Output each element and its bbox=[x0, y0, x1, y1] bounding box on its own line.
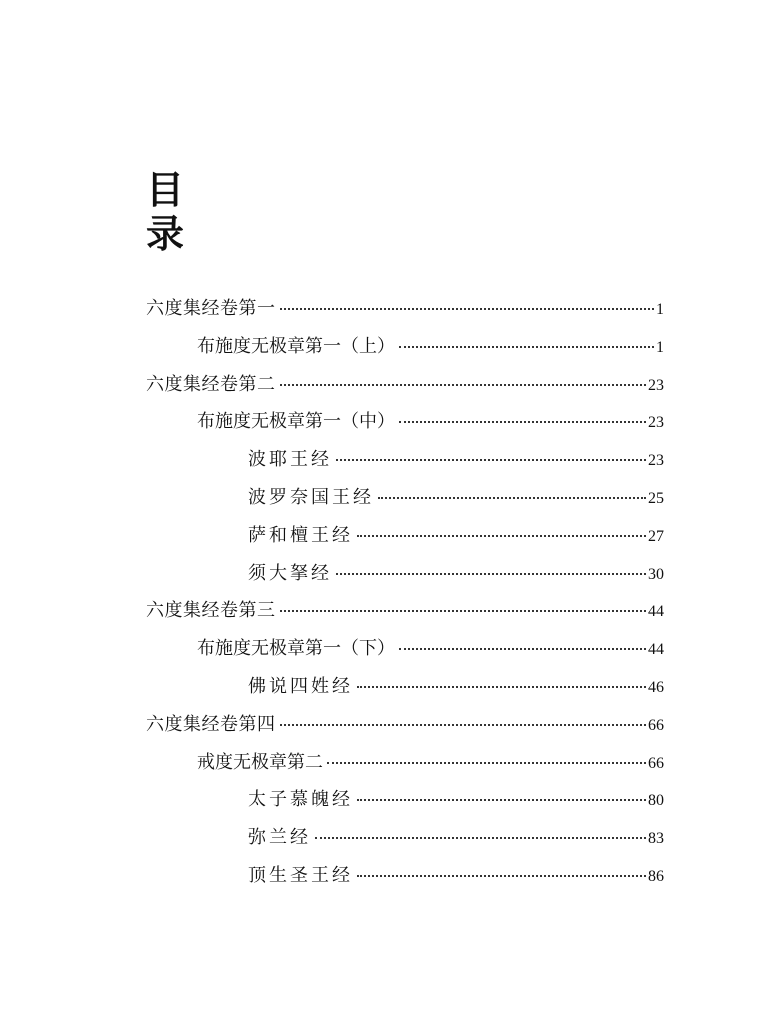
toc-entry[interactable] bbox=[197, 332, 664, 362]
toc-entry-page-number: 83 bbox=[648, 830, 664, 848]
toc-entry-page-number: 80 bbox=[648, 792, 664, 810]
toc-entry-label: 戒度无极章第二 bbox=[197, 751, 323, 773]
title-line-1: 目 bbox=[146, 167, 185, 212]
dot-leader bbox=[327, 760, 646, 764]
dot-leader bbox=[280, 306, 655, 310]
dot-leader bbox=[280, 382, 647, 386]
toc-entry-page-number: 46 bbox=[648, 679, 664, 696]
toc-entry[interactable] bbox=[248, 861, 664, 891]
dot-leader bbox=[399, 344, 654, 348]
toc-entry-page-number: 44 bbox=[648, 603, 664, 621]
dot-leader bbox=[399, 646, 646, 650]
dot-leader bbox=[399, 419, 646, 423]
toc-entry[interactable] bbox=[197, 634, 664, 664]
toc-entry-label: 太子慕魄经 bbox=[248, 789, 353, 811]
toc-entry-page-number: 66 bbox=[648, 716, 664, 734]
toc-entry-page-number: 1 bbox=[656, 301, 664, 318]
toc-entry-page-number: 25 bbox=[648, 490, 664, 507]
toc-entry-label: 六度集经卷第一 bbox=[146, 298, 276, 319]
toc-entry[interactable] bbox=[248, 521, 664, 551]
toc-entry[interactable] bbox=[248, 559, 664, 589]
toc-entry-label: 布施度无极章第一（中） bbox=[197, 411, 395, 433]
toc-entry-page-number: 44 bbox=[648, 641, 664, 659]
dot-leader bbox=[336, 457, 646, 461]
toc-entry-label: 波耶王经 bbox=[248, 449, 332, 471]
toc-entry-page-number: 23 bbox=[648, 414, 664, 432]
toc-entry-page-number: 23 bbox=[648, 376, 664, 394]
toc-entry[interactable] bbox=[146, 710, 664, 740]
toc-entry-label: 佛说四姓经 bbox=[248, 676, 353, 697]
dot-leader bbox=[357, 873, 646, 877]
toc-entry-label: 六度集经卷第二 bbox=[146, 373, 276, 395]
toc-entry[interactable] bbox=[248, 785, 664, 815]
toc-entry-page-number: 30 bbox=[648, 565, 664, 583]
toc-entry[interactable] bbox=[248, 483, 664, 513]
toc-entry-label: 须大拏经 bbox=[248, 562, 332, 584]
toc-entry-label: 布施度无极章第一（上） bbox=[197, 335, 395, 357]
title-line-2: 录 bbox=[146, 211, 185, 256]
toc-entry-label: 顶生圣王经 bbox=[248, 865, 353, 886]
toc-entry[interactable] bbox=[197, 407, 664, 437]
dot-leader bbox=[357, 533, 646, 537]
toc-entry-page-number: 66 bbox=[648, 754, 664, 772]
toc-entry[interactable] bbox=[146, 596, 664, 626]
page-title bbox=[146, 168, 206, 256]
toc-entry-label: 六度集经卷第三 bbox=[146, 600, 276, 622]
dot-leader bbox=[315, 835, 646, 839]
toc-entry-label: 波罗奈国王经 bbox=[248, 487, 374, 508]
toc-entry-label: 六度集经卷第四 bbox=[146, 713, 276, 735]
toc-entry-label: 弥兰经 bbox=[248, 827, 311, 849]
toc-entry[interactable] bbox=[146, 294, 664, 324]
toc-entry-page-number: 27 bbox=[648, 527, 664, 545]
dot-leader bbox=[378, 495, 646, 499]
toc-entry-label: 萨和檀王经 bbox=[248, 524, 353, 546]
toc-entry[interactable] bbox=[248, 823, 664, 853]
toc-entry-label: 布施度无极章第一（下） bbox=[197, 638, 395, 660]
toc-entry-page-number: 1 bbox=[656, 338, 664, 356]
dot-leader bbox=[280, 608, 647, 612]
toc-entry-page-number: 23 bbox=[648, 452, 664, 470]
toc-entry[interactable] bbox=[197, 748, 664, 778]
toc-entry[interactable] bbox=[248, 445, 664, 475]
dot-leader bbox=[336, 571, 646, 575]
dot-leader bbox=[357, 684, 646, 688]
toc-entry[interactable] bbox=[146, 370, 664, 400]
dot-leader bbox=[357, 797, 646, 801]
toc-entry-page-number: 86 bbox=[648, 868, 664, 885]
dot-leader bbox=[280, 722, 647, 726]
toc-entry[interactable] bbox=[248, 672, 664, 702]
